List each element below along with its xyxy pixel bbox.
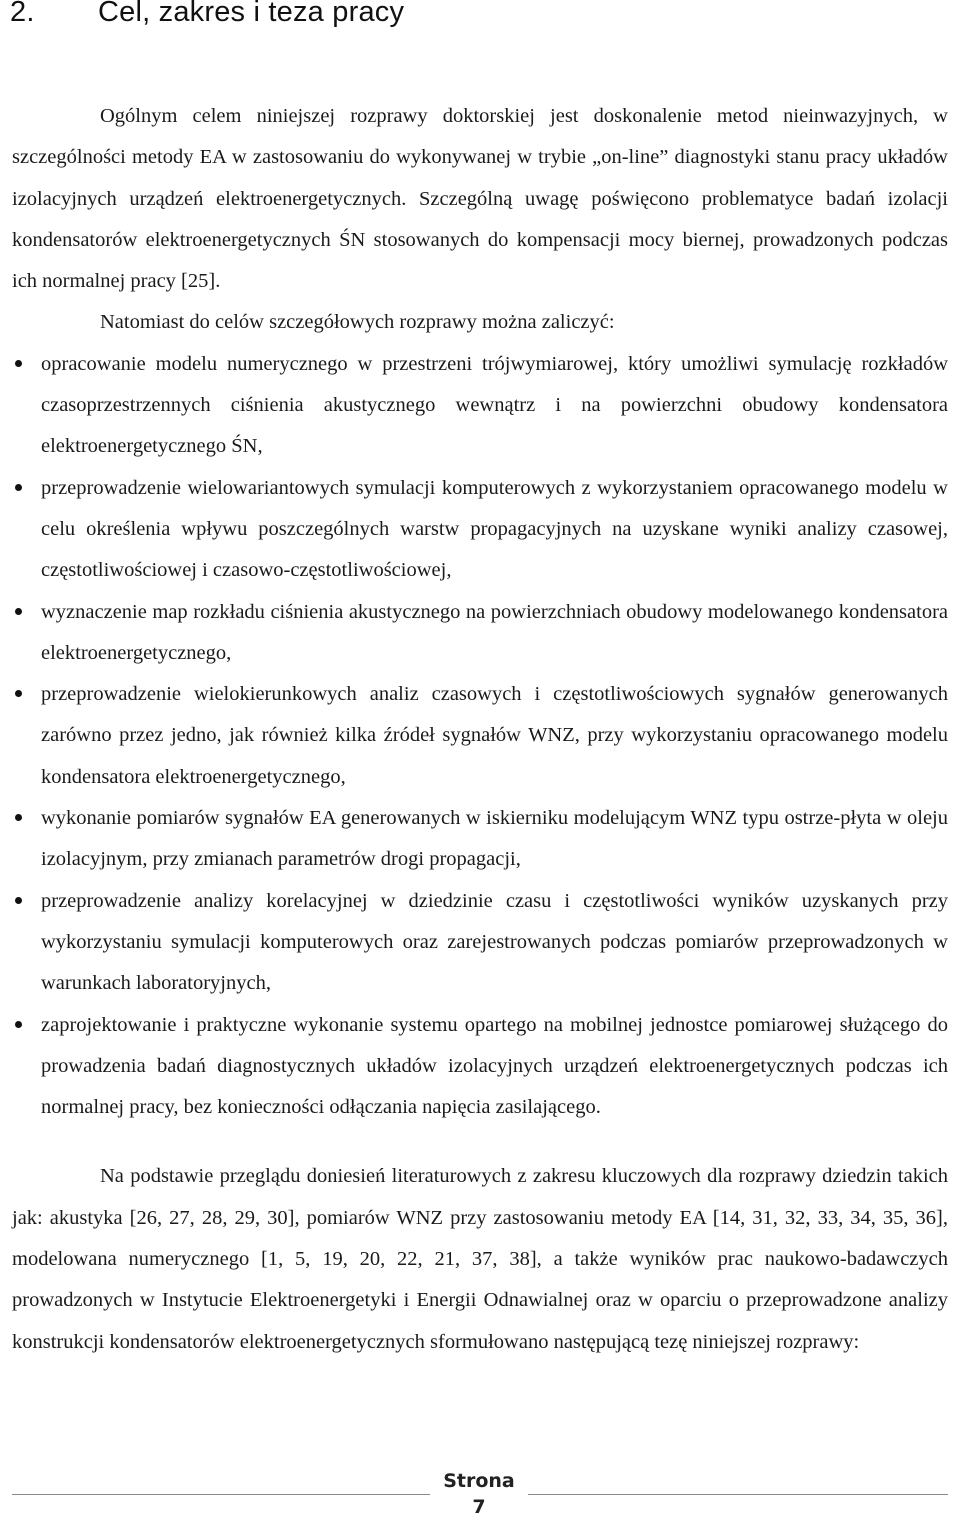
- bullet-icon: [15, 690, 22, 697]
- footer-page-number: 7: [472, 1496, 486, 1518]
- list-item-text: wyznaczenie map rozkładu ciśnienia akustycznego na powierzchniach obudowy modelowanego kondensatora elektroenergetycznego,: [41, 600, 948, 664]
- section-title: Cel, zakres i teza pracy: [98, 0, 405, 28]
- bullet-icon: [15, 1021, 22, 1028]
- list-item: [12, 881, 948, 1005]
- page-footer: [0, 1464, 960, 1518]
- paragraph-gap: [12, 1128, 948, 1156]
- list-item-text: przeprowadzenie wielokierunkowych analiz czasowych i częstotliwościowych sygnałów generowanych zarówno przez jedno, jak również kilka źródeł sygnałów WNZ, przy wykorzystaniu opracowanego modelu kondensatora elektroenergetycznego,: [41, 683, 948, 788]
- bullet-icon: [15, 360, 22, 367]
- list-item-text: przeprowadzenie analizy korelacyjnej w dziedzinie czasu i częstotliwości wyników uzyskanych przy wykorzystaniu symulacji komputerowych oraz zarejestrowanych podczas pomiarów przeprowadzonych w warunkach laboratoryjnych,: [41, 889, 948, 995]
- closing-paragraph: Na podstawie przeglądu doniesień literaturowych z zakresu kluczowych dla rozprawy dziedzin takich jak: akustyka [26, 27, 28, 29, 30], pomiarów WNZ przy zastosowaniu metody EA [14, 31, 32, 33, 34, 35, 36], modelowana numerycznego [1, 5, 19, 20, 22, 21, 37, 38], a także wyników prac naukowo-badawczych prowadzonych w Instytucie Elektroenergetyki i Energii Odnawialnej oraz w oparciu o przeprowadzone analizy konstrukcji kondensatorów elektroenergetycznych sformułowano następującą tezę niniejszej rozprawy:: [12, 1165, 948, 1353]
- list-item: [12, 592, 948, 675]
- footer-page-label: Strona: [443, 1470, 515, 1492]
- footer-rule-right: [528, 1494, 948, 1495]
- goals-list: [12, 344, 948, 1129]
- section-number: 2.: [10, 0, 35, 28]
- list-item: [12, 344, 948, 468]
- bullet-icon: [15, 814, 22, 821]
- list-item-text: opracowanie modelu numerycznego w przestrzeni trójwymiarowej, który umożliwi symulację rozkładów czasoprzestrzennych ciśnienia akustycznego wewnątrz i na powierzchni obudowy kondensatora elektroenergetycznego ŚN,: [41, 352, 948, 458]
- intro-paragraph: Ogólnym celem niniejszej rozprawy doktorskiej jest doskonalenie metod nieinwazyjnych, w szczególności metody EA w zastosowaniu do wykonywanej w trybie „on-line” diagnostyki stanu pracy układów izolacyjnych urządzeń elektroenergetycznych. Szczególną uwagę poświęcono problematyce badań izolacji kondensatorów elektroenergetycznych ŚN stosowanych do kompensacji mocy biernej, prowadzonych podczas ich normalnej pracy [25].: [12, 105, 948, 293]
- list-item-text: zaprojektowanie i praktyczne wykonanie systemu opartego na mobilnej jednostce pomiarowej służącego do prowadzenia badań diagnostycznych układów izolacyjnych urządzeń elektroenergetycznych podczas ich normalnej pracy, bez konieczności odłączania napięcia zasilającego.: [41, 1013, 948, 1119]
- page-content: [12, 96, 948, 1363]
- bullet-icon: [15, 608, 22, 615]
- list-item: [12, 674, 948, 798]
- list-item-text: wykonanie pomiarów sygnałów EA generowanych w iskierniku modelującym WNZ typu ostrze-płyta w oleju izolacyjnym, przy zmianach parametrów drogi propagacji,: [41, 807, 948, 871]
- goals-lead-paragraph: Natomiast do celów szczegółowych rozprawy można zaliczyć:: [100, 311, 615, 334]
- list-item: [12, 798, 948, 881]
- section-heading: [10, 0, 404, 29]
- footer-rule-left: [12, 1494, 430, 1495]
- bullet-icon: [15, 897, 22, 904]
- list-item-text: przeprowadzenie wielowariantowych symulacji komputerowych z wykorzystaniem opracowanego modelu w celu określenia wpływu poszczególnych warstw propagacyjnych na uzyskane wyniki analizy czasowej, częstotliwościowej i czasowo-częstotliwościowej,: [41, 476, 948, 582]
- bullet-icon: [15, 484, 22, 491]
- list-item: [12, 1005, 948, 1129]
- list-item: [12, 468, 948, 592]
